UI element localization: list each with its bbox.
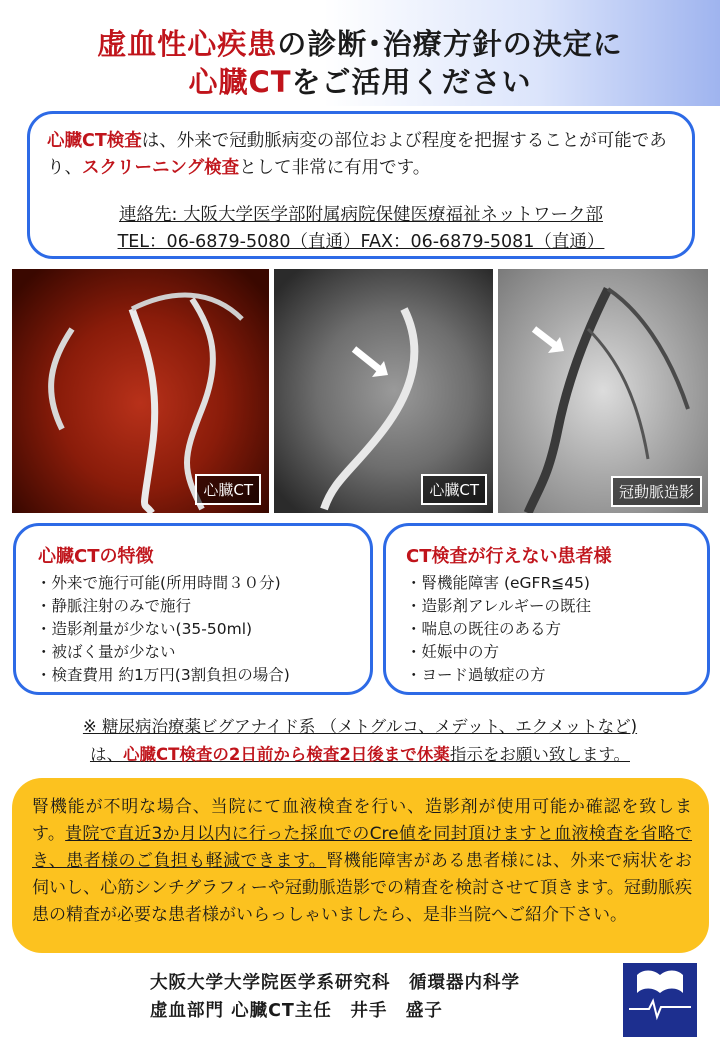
list-item: ・ 静脈注射のみで施行 [36,595,290,618]
list-item: ・ 造影剤量が少ない(35-50ml) [36,618,290,641]
cardiac-ct-slice-image [274,269,493,513]
list-item: ・ 被ばく量が少ない [36,641,290,664]
caption-angiography: 冠動脈造影 [611,476,702,507]
footer-department: 大阪大学大学院医学系研究科 循環器内科学 [150,973,520,993]
biguanide-warning-line2: は、心臓CT検査の2日前から検査2日後まで休薬指示をお願い致します。 [89,745,630,764]
coronary-angiography-image [498,269,708,513]
footer-contact-person: 虚血部門 心臓CT主任 井手 盛子 [150,1001,443,1021]
osaka-university-logo [623,963,697,1037]
list-item: ・ 妊娠中の方 [406,641,591,664]
contraindications-box [383,523,710,695]
tel-fax-line: TEL：06-6879-5080（直通）FAX：06-6879-5081（直通） [117,232,605,252]
contraindications-list [406,572,591,687]
intro-text: 心臓CT検査は、外来で冠動脈病変の部位および程度を把握することが可能であり、スクリーニング検査として非常に有用です。 [47,131,667,178]
biguanide-warning-line1: ※ 糖尿病治療薬ビグアナイド系 （メトグルコ、メデット、エクメットなど) [82,717,638,736]
contraindications-heading: CT検査が行えない患者様 [406,546,612,567]
intro-box [27,111,695,259]
renal-notice-text: 腎機能が不明な場合、当院にて血液検査を行い、造影剤が使用可能か確認を致します。貴院で直近3か月以内に行った採血でのCre値を同封頂けますと血液検査を省略でき、患者様のご負担も軽減できます。腎機能障害がある患者様には、外来で病状をお伺いし、心筋シンチグラフィーや冠動脈造影での精査を検討させて頂きます。冠動脈疾患の精査が必要な患者様がいらっしゃいましたら、是非当院へご紹介下さい。 [32,797,693,925]
features-list [36,572,290,687]
logo-graphic [623,963,697,1037]
page-title-line2: 心臓CTをご活用ください [188,65,532,99]
page-title-line1: 虚血性心疾患の診断･治療方針の決定に [97,27,623,61]
features-box [13,523,373,695]
list-item: ・ 検査費用 約1万円(3割負担の場合) [36,664,290,687]
list-item: ・ ヨード過敏症の方 [406,664,591,687]
renal-function-notice [12,778,709,953]
list-item: ・ 造影剤アレルギーの既往 [406,595,591,618]
features-heading: 心臓CTの特徴 [38,546,154,567]
list-item: ・ 腎機能障害 (eGFR≦45) [406,572,591,595]
list-item: ・ 外来で施行可能(所用時間３０分) [36,572,290,595]
caption-cardiac-ct-1: 心臓CT [195,474,261,505]
cardiac-ct-3d-image [12,269,269,513]
list-item: ・ 喘息の既往のある方 [406,618,591,641]
header-banner [0,0,720,106]
caption-cardiac-ct-2: 心臓CT [421,474,487,505]
contact-line: 連絡先: 大阪大学医学部附属病院保健医療福祉ネットワーク部 [119,205,603,225]
